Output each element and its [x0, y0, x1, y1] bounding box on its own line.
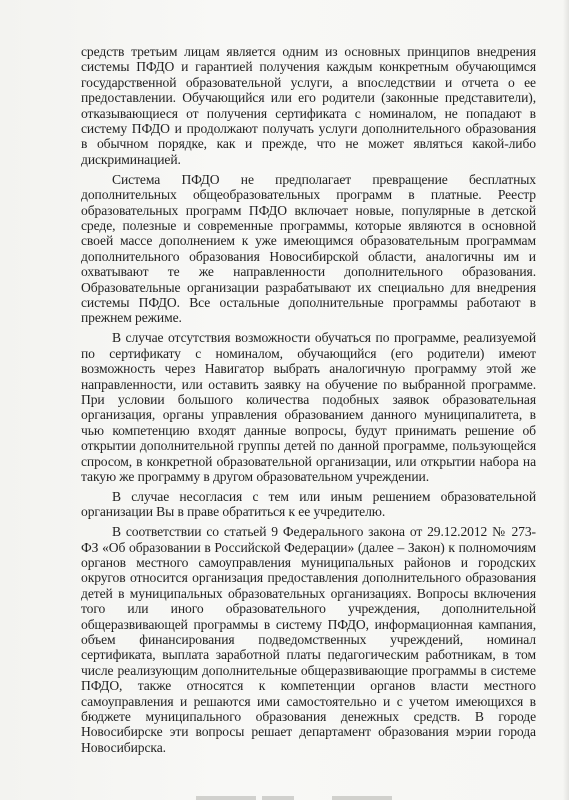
text-line: В соответствии со статьей 9 Федерального закона от 29.12.2012 № 273- [112, 524, 536, 540]
text-line: сертификата, выплата заработной платы педагогическим работникам, в том [81, 647, 536, 663]
text-line: Образовательные организации разрабатывают их специально для внедрения [81, 279, 536, 295]
text-line: В случае несогласия с тем или иным решением образовательной [112, 488, 536, 504]
text-line: в обычном порядке, как и прежде, что не может являться какой-либо [81, 136, 536, 152]
text-line: ПФДО, также относятся к компетенции органов власти местного [81, 678, 536, 694]
paragraph [81, 44, 536, 167]
text-line: В случае отсутствия возможности обучаться по программе, реализуемой [112, 330, 536, 346]
text-line: органов местного самоуправления муниципальных районов и городских [81, 555, 536, 570]
text-line: средств третьим лицам является одним из основных принципов внедрения [81, 44, 536, 59]
text-line: направленности, или оставить заявку на обучение по выбранной программе. [81, 376, 536, 392]
paragraph [81, 524, 536, 755]
text-line: открытии дополнительной группы детей по данной программе, пользующейся [81, 438, 536, 454]
text-line: организации Вы в праве обратиться к ее учредителю. [81, 504, 386, 520]
text-line: Система ПФДО не предполагает превращение бесплатных [112, 171, 536, 187]
text-line: системы ПФДО. Все остальные дополнительные программы работают в [81, 295, 536, 310]
text-line: того или иного образовательного учреждения, дополнительной [81, 601, 536, 617]
text-line: среде, полезные и современные программы, которые являются в основной [81, 217, 536, 233]
text-line: отказывающиеся от получения сертификата с номиналом, не попадают в [81, 105, 536, 121]
text-line: своей массе дополнением к уже имеющимся образовательным программам [81, 233, 536, 249]
text-line: При условии большого количества подобных заявок образовательная [81, 391, 536, 407]
text-line: возможность через Навигатор выбрать аналогичную программу этой же [81, 361, 536, 377]
text-line: Новосибирске эти вопросы решает департамент образования мэрии города [81, 724, 536, 740]
text-line: дополнительных общеобразовательных программ в платные. Реестр [81, 187, 536, 203]
text-line: дискриминацией. [81, 151, 181, 167]
text-line: организация, органы управления образованием данного муниципалитета, в [81, 407, 536, 423]
text-line: округов относится организация предоставления дополнительного образования [81, 570, 536, 586]
paragraph [81, 489, 536, 520]
text-line: предоставлении. Обучающийся или его родители (законные представители), [81, 90, 536, 106]
text-line: по сертификату с номиналом, обучающийся (его родители) имеют [81, 345, 536, 361]
text-line: прежнем режиме. [81, 310, 182, 326]
text-line: числе реализующим дополнительные общеразвивающие программы в системе [81, 662, 536, 678]
text-line: такую же программу в другом образовательном учреждении. [81, 468, 429, 484]
bottom-scan-mark [262, 796, 294, 800]
text-line: чью компетенцию входят данные вопросы, будут принимать решение об [81, 422, 536, 438]
text-line: ФЗ «Об образовании в Российской Федерации» (далее – Закон) к полномочиям [81, 539, 536, 555]
text-line: систему ПФДО и продолжают получать услуги дополнительного образования [81, 121, 536, 137]
bottom-scan-mark [332, 796, 392, 800]
document-body [81, 44, 536, 760]
text-line: Новосибирска. [81, 739, 166, 755]
text-line: спросом, в конкретной образовательной организации, или открытии набора на [81, 453, 536, 469]
text-line: бюджете муниципального образования денежных средств. В городе [81, 709, 536, 725]
text-line: общеразвивающей программы в систему ПФДО, информационная кампания, [81, 616, 536, 632]
text-line: государственной образовательной услуги, а впоследствии и отчета о ее [81, 74, 536, 90]
text-line: образовательных программ ПФДО включает новые, популярные в детской [81, 202, 536, 218]
page-edge-shadow [563, 0, 569, 800]
paragraph [81, 172, 536, 326]
text-line: системы ПФДО и гарантией получения каждым конкретным обучающимся [81, 59, 536, 75]
paragraph [81, 330, 536, 484]
text-line: объем финансирования подведомственных учреждений, номинал [81, 632, 536, 648]
text-line: самоуправления и решаются ими самостоятельно и с учетом имеющихся в [81, 693, 536, 709]
text-line: детей в муниципальных образовательных организациях. Вопросы включения [81, 585, 536, 601]
bottom-scan-mark [196, 796, 256, 800]
text-line: охватывают те же направленности дополнительного образования. [81, 264, 536, 280]
text-line: дополнительного образования Новосибирской области, аналогичны им и [81, 248, 536, 264]
